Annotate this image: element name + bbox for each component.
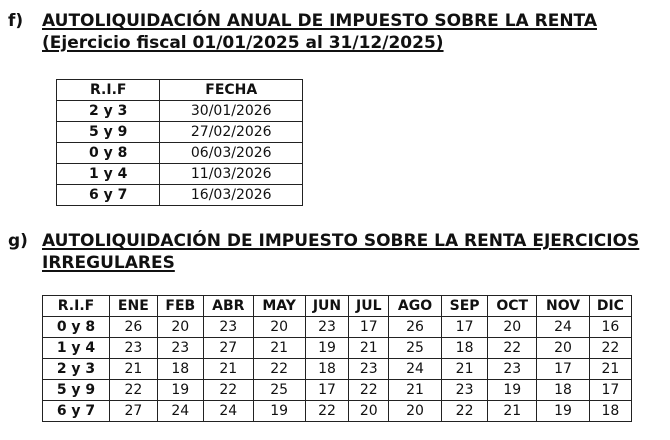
column-header-jul: JUL	[349, 296, 389, 317]
annual-tax-schedule-body	[57, 101, 303, 206]
table-header-row	[57, 80, 303, 101]
table-row	[57, 122, 303, 143]
column-header-dic: DIC	[589, 296, 631, 317]
day-cell: 21	[441, 359, 487, 380]
table-row	[43, 338, 632, 359]
column-header-may: MAY	[253, 296, 305, 317]
day-cell: 23	[488, 359, 537, 380]
day-cell: 16	[589, 317, 631, 338]
day-cell: 22	[349, 380, 389, 401]
day-cell: 17	[305, 380, 349, 401]
rif-cell: 0 y 8	[57, 143, 160, 164]
day-cell: 21	[589, 359, 631, 380]
day-cell: 21	[110, 359, 158, 380]
day-cell: 22	[589, 338, 631, 359]
day-cell: 21	[389, 380, 442, 401]
rif-cell: 6 y 7	[57, 185, 160, 206]
day-cell: 19	[537, 401, 590, 422]
fecha-cell: 06/03/2026	[160, 143, 303, 164]
day-cell: 20	[349, 401, 389, 422]
day-cell: 18	[537, 380, 590, 401]
day-cell: 20	[537, 338, 590, 359]
section-g-letter: g)	[8, 231, 28, 251]
day-cell: 21	[349, 338, 389, 359]
rif-cell: 6 y 7	[43, 401, 110, 422]
day-cell: 20	[488, 317, 537, 338]
table-row	[43, 359, 632, 380]
rif-cell: 5 y 9	[43, 380, 110, 401]
day-cell: 19	[305, 338, 349, 359]
day-cell: 27	[203, 338, 253, 359]
day-cell: 22	[253, 359, 305, 380]
day-cell: 22	[488, 338, 537, 359]
day-cell: 22	[110, 380, 158, 401]
day-cell: 19	[253, 401, 305, 422]
column-header-nov: NOV	[537, 296, 590, 317]
table-header-row	[43, 296, 632, 317]
table-row	[57, 164, 303, 185]
day-cell: 23	[305, 317, 349, 338]
day-cell: 23	[203, 317, 253, 338]
fecha-cell: 11/03/2026	[160, 164, 303, 185]
table-row	[57, 185, 303, 206]
day-cell: 18	[589, 401, 631, 422]
section-g-heading	[8, 230, 648, 274]
day-cell: 18	[441, 338, 487, 359]
column-header-abr: ABR	[203, 296, 253, 317]
day-cell: 20	[157, 317, 203, 338]
day-cell: 18	[305, 359, 349, 380]
column-header-jun: JUN	[305, 296, 349, 317]
day-cell: 27	[110, 401, 158, 422]
day-cell: 24	[157, 401, 203, 422]
day-cell: 21	[203, 359, 253, 380]
day-cell: 21	[253, 338, 305, 359]
irregular-tax-schedule-table	[42, 295, 632, 422]
day-cell: 25	[389, 338, 442, 359]
rif-cell: 2 y 3	[57, 101, 160, 122]
section-f-title: AUTOLIQUIDACIÓN ANUAL DE IMPUESTO SOBRE LA RENTA (Ejercicio fiscal 01/01/2025 al 31/12/2025)	[42, 11, 597, 53]
day-cell: 18	[157, 359, 203, 380]
day-cell: 24	[389, 359, 442, 380]
day-cell: 22	[441, 401, 487, 422]
irregular-tax-schedule-body	[43, 317, 632, 422]
day-cell: 22	[203, 380, 253, 401]
day-cell: 24	[203, 401, 253, 422]
day-cell: 21	[488, 401, 537, 422]
section-f-letter: f)	[8, 11, 24, 31]
day-cell: 17	[349, 317, 389, 338]
table-row	[57, 143, 303, 164]
fecha-cell: 16/03/2026	[160, 185, 303, 206]
day-cell: 20	[389, 401, 442, 422]
column-header-rif: R.I.F	[57, 80, 160, 101]
column-header-r-i-f: R.I.F	[43, 296, 110, 317]
day-cell: 19	[488, 380, 537, 401]
column-header-oct: OCT	[488, 296, 537, 317]
day-cell: 19	[157, 380, 203, 401]
day-cell: 23	[157, 338, 203, 359]
column-header-ene: ENE	[110, 296, 158, 317]
day-cell: 17	[537, 359, 590, 380]
fecha-cell: 30/01/2026	[160, 101, 303, 122]
rif-cell: 1 y 4	[43, 338, 110, 359]
table-row	[57, 101, 303, 122]
rif-cell: 5 y 9	[57, 122, 160, 143]
section-f-heading	[8, 10, 670, 54]
rif-cell: 0 y 8	[43, 317, 110, 338]
column-header-fecha: FECHA	[160, 80, 303, 101]
column-header-sep: SEP	[441, 296, 487, 317]
day-cell: 20	[253, 317, 305, 338]
section-g-title: AUTOLIQUIDACIÓN DE IMPUESTO SOBRE LA RENTA EJERCICIOS IRREGULARES	[42, 231, 640, 273]
day-cell: 22	[305, 401, 349, 422]
rif-cell: 1 y 4	[57, 164, 160, 185]
day-cell: 24	[537, 317, 590, 338]
day-cell: 23	[441, 380, 487, 401]
column-header-ago: AGO	[389, 296, 442, 317]
table-row	[43, 380, 632, 401]
day-cell: 26	[389, 317, 442, 338]
fecha-cell: 27/02/2026	[160, 122, 303, 143]
day-cell: 17	[441, 317, 487, 338]
table-row	[43, 317, 632, 338]
day-cell: 17	[589, 380, 631, 401]
table-row	[43, 401, 632, 422]
column-header-feb: FEB	[157, 296, 203, 317]
day-cell: 23	[110, 338, 158, 359]
day-cell: 25	[253, 380, 305, 401]
rif-cell: 2 y 3	[43, 359, 110, 380]
day-cell: 26	[110, 317, 158, 338]
day-cell: 23	[349, 359, 389, 380]
annual-tax-schedule-table	[56, 79, 303, 206]
